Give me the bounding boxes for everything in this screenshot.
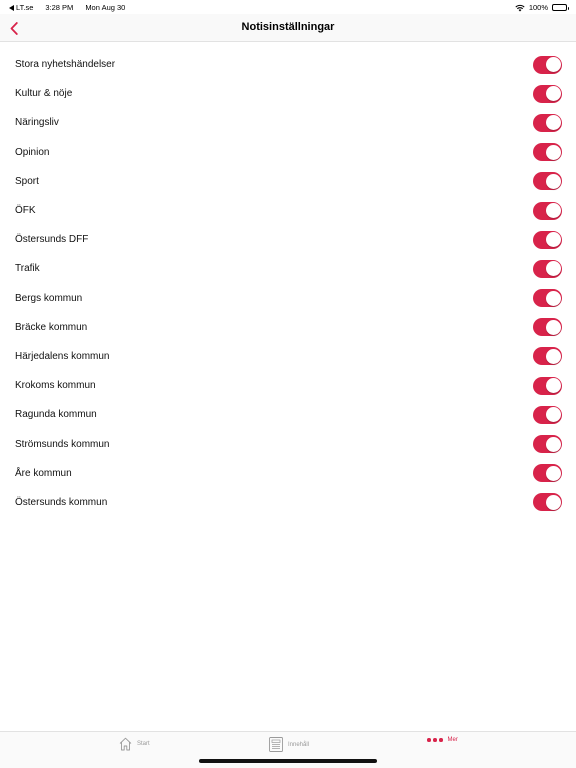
- toggle-switch[interactable]: [533, 202, 562, 220]
- setting-row: [0, 371, 576, 400]
- tab-mer[interactable]: [427, 737, 458, 743]
- setting-label: Strömsunds kommun: [15, 438, 110, 450]
- toggle-switch[interactable]: [533, 289, 562, 307]
- setting-row: [0, 138, 576, 167]
- toggle-switch[interactable]: [533, 406, 562, 424]
- setting-row: [0, 50, 576, 79]
- toggle-switch[interactable]: [533, 56, 562, 74]
- setting-label: Sport: [15, 175, 39, 187]
- setting-row: [0, 342, 576, 371]
- setting-row: [0, 196, 576, 225]
- setting-row: [0, 313, 576, 342]
- toggle-knob: [546, 57, 561, 72]
- toggle-knob: [546, 349, 561, 364]
- tab-innehall[interactable]: [269, 737, 309, 752]
- toggle-knob: [546, 145, 561, 160]
- toggle-knob: [546, 86, 561, 101]
- toggle-switch[interactable]: [533, 377, 562, 395]
- setting-row: [0, 108, 576, 137]
- status-bar: [0, 0, 576, 14]
- setting-row: [0, 429, 576, 458]
- battery-icon: [552, 4, 567, 11]
- toggle-switch[interactable]: [533, 114, 562, 132]
- toggle-knob: [546, 203, 561, 218]
- tab-start[interactable]: [119, 737, 150, 751]
- toggle-switch[interactable]: [533, 231, 562, 249]
- toggle-switch[interactable]: [533, 85, 562, 103]
- toggle-knob: [546, 261, 561, 276]
- status-date: Mon Aug 30: [85, 3, 126, 12]
- back-triangle-icon: [9, 5, 14, 11]
- setting-row: [0, 284, 576, 313]
- navigation-bar: [0, 14, 576, 42]
- setting-label: Stora nyhetshändelser: [15, 59, 116, 71]
- back-to-app[interactable]: [9, 3, 33, 12]
- setting-row: [0, 400, 576, 429]
- toggle-knob: [546, 407, 561, 422]
- toggle-knob: [546, 466, 561, 481]
- toggle-knob: [546, 291, 561, 306]
- toggle-knob: [546, 495, 561, 510]
- toggle-knob: [546, 174, 561, 189]
- setting-row: [0, 167, 576, 196]
- toggle-switch[interactable]: [533, 464, 562, 482]
- setting-label: Kultur & nöje: [15, 88, 73, 100]
- toggle-switch[interactable]: [533, 172, 562, 190]
- toggle-switch[interactable]: [533, 493, 562, 511]
- home-indicator: [199, 759, 377, 763]
- tab-mer-label: Mer: [447, 737, 458, 743]
- toggle-knob: [546, 115, 561, 130]
- setting-label: Trafik: [15, 263, 40, 275]
- setting-label: Härjedalens kommun: [15, 350, 110, 362]
- setting-label: Ragunda kommun: [15, 409, 97, 421]
- setting-label: Östersunds DFF: [15, 234, 89, 246]
- setting-label: ÖFK: [15, 205, 36, 217]
- setting-label: Åre kommun: [15, 467, 72, 479]
- home-icon: [119, 737, 132, 751]
- toggle-switch[interactable]: [533, 318, 562, 336]
- setting-label: Näringsliv: [15, 117, 59, 129]
- setting-label: Krokoms kommun: [15, 380, 96, 392]
- wifi-icon: [515, 4, 525, 12]
- setting-row: [0, 488, 576, 517]
- toggle-knob: [546, 378, 561, 393]
- toggle-switch[interactable]: [533, 143, 562, 161]
- setting-label: Bergs kommun: [15, 292, 83, 304]
- page-title: Notisinställningar: [241, 21, 335, 33]
- toggle-switch[interactable]: [533, 435, 562, 453]
- toggle-switch[interactable]: [533, 260, 562, 278]
- notification-settings-list: [0, 50, 576, 517]
- back-app-label: LT.se: [16, 3, 34, 12]
- setting-label: Östersunds kommun: [15, 496, 108, 508]
- toggle-switch[interactable]: [533, 347, 562, 365]
- setting-label: Opinion: [15, 146, 50, 158]
- tab-start-label: Start: [137, 741, 150, 747]
- setting-row: [0, 459, 576, 488]
- status-time: 3:28 PM: [45, 3, 74, 12]
- toggle-knob: [546, 320, 561, 335]
- toggle-knob: [546, 437, 561, 452]
- tab-innehall-label: Innehåll: [288, 741, 310, 748]
- more-dots-icon: [427, 738, 443, 742]
- setting-row: [0, 254, 576, 283]
- setting-label: Bräcke kommun: [15, 321, 88, 333]
- toggle-knob: [546, 232, 561, 247]
- battery-percent: 100%: [528, 3, 548, 12]
- document-icon: [269, 737, 283, 752]
- setting-row: [0, 225, 576, 254]
- setting-row: [0, 79, 576, 108]
